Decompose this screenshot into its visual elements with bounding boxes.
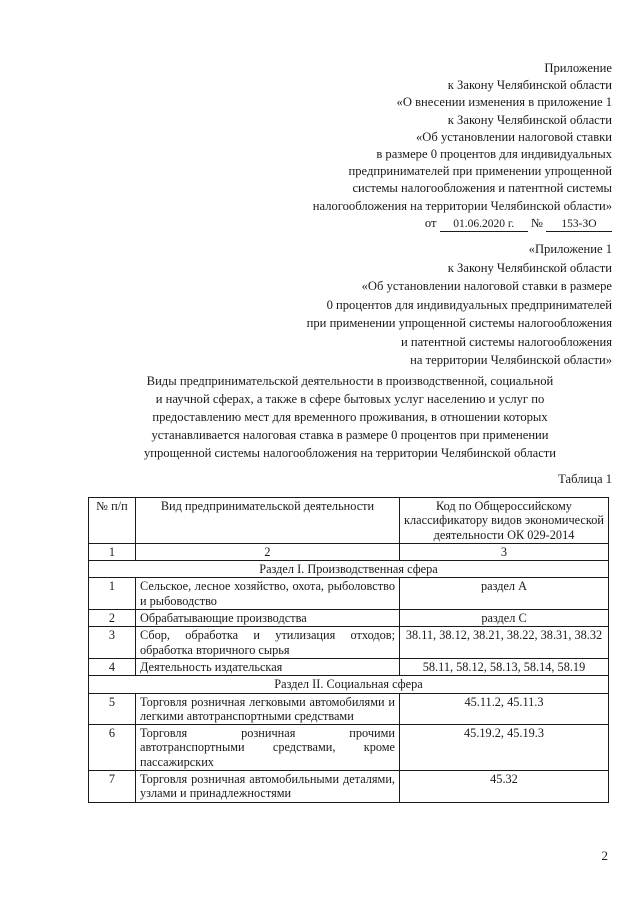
signature-line [212,215,612,232]
appendix-line: 0 процентов для индивидуальных предпринимателей [326,297,612,312]
column-number: 1 [89,543,136,560]
table-row [89,578,609,610]
row-code: 45.19.2, 45.19.3 [400,725,609,771]
header-line: Приложение [544,61,612,75]
row-code: раздел A [400,578,609,610]
row-activity: Торговля розничная легковыми автомобилями и легкими автотранспортными средствами [136,693,400,725]
header-block [212,60,612,232]
header-activity: Вид предпринимательской деятельности [136,498,400,544]
row-code: раздел C [400,610,609,627]
column-number: 3 [400,543,609,560]
header-num: № п/п [89,498,136,544]
title-line: устанавливается налоговая ставка в размере 0 процентов при применении [151,428,549,442]
row-activity: Сбор, обработка и утилизация отходов; обработка вторичного сырья [136,627,400,659]
table-row [89,725,609,771]
header-code: Код по Общероссийскому классификатору видов экономической деятельности ОК 029-2014 [400,498,609,544]
section-title: Раздел I. Производственная сфера [89,561,609,578]
title-line: предоставлению мест для временного проживания, в отношении которых [152,410,548,424]
header-line: к Закону Челябинской области [447,78,612,93]
row-num: 2 [89,610,136,627]
section-row [89,561,609,578]
row-num: 1 [89,578,136,610]
row-num: 4 [89,658,136,675]
activity-table [88,497,609,803]
law-date: 01.06.2020 г. [440,218,528,232]
header-line: к Закону Челябинской области [447,112,612,127]
column-number-row [89,543,609,560]
row-num: 3 [89,627,136,659]
table-row [89,693,609,725]
row-activity: Деятельность издательская [136,658,400,675]
table-header-row [89,498,609,544]
row-num: 6 [89,725,136,771]
appendix-line: «Об установлении налоговой ставки в размере [361,279,612,293]
appendix-line: при применении упрощенной системы налогообложения [306,316,612,330]
title-line: Виды предпринимательской деятельности в производственной, социальной [146,374,554,388]
appendix-block [192,240,612,370]
header-line: системы налогообложения и патентной системы [352,181,612,196]
header-line: налогообложения на территории Челябинской области» [312,198,612,213]
section-row [89,676,609,693]
row-code: 38.11, 38.12, 38.21, 38.22, 38.31, 38.32 [400,627,609,659]
row-activity: Торговля розничная прочими автотранспортными средствами, кроме пассажирских [136,725,400,771]
table-row [89,771,609,803]
table-label: Таблица 1 [558,472,612,486]
header-line: «О внесении изменения в приложение 1 [396,95,612,110]
row-activity: Сельское, лесное хозяйство, охота, рыболовство и рыбоводство [136,578,400,610]
appendix-line: к Закону Челябинской области [447,260,612,275]
section-title: Раздел II. Социальная сфера [89,676,609,693]
appendix-line: и патентной системы налогообложения [401,334,612,349]
table-row [89,658,609,675]
table-row [89,610,609,627]
header-line: предпринимателей при применении упрощенной [348,164,612,179]
title-line: и научной сферах, а также в сфере бытовых услуг населению и услуг по [155,392,545,406]
page-number: 2 [601,848,608,863]
table-row [89,627,609,659]
title-line: упрощенной системы налогообложения на территории Челябинской области [143,446,557,460]
appendix-line: «Приложение 1 [528,242,612,256]
row-activity: Торговля розничная автомобильными деталями, узлами и принадлежностями [136,771,400,803]
row-activity: Обрабатывающие производства [136,610,400,627]
header-line: в размере 0 процентов для индивидуальных [376,147,612,162]
row-code: 45.32 [400,771,609,803]
appendix-line: на территории Челябинской области» [410,353,612,367]
number-sign: № [530,215,543,230]
document-title [100,372,600,462]
column-number: 2 [136,543,400,560]
date-prefix: от [424,215,437,230]
row-code: 45.11.2, 45.11.3 [400,693,609,725]
law-number: 153-ЗО [546,218,612,232]
row-num: 7 [89,771,136,803]
row-code: 58.11, 58.12, 58.13, 58.14, 58.19 [400,658,609,675]
row-num: 5 [89,693,136,725]
header-line: «Об установлении налоговой ставки [416,129,612,144]
